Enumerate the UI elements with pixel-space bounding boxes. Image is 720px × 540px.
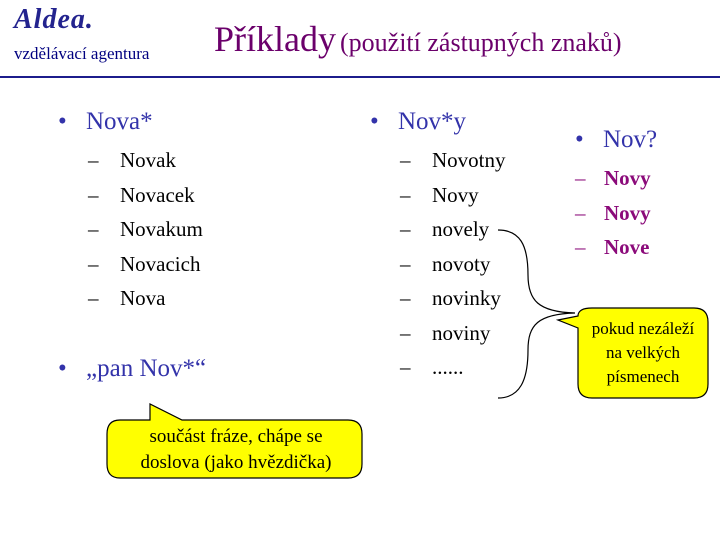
list-item: – Nove: [575, 235, 650, 259]
list-item: – Novy: [575, 200, 651, 225]
agency-subtitle: vzdělávací agentura: [14, 44, 150, 63]
list-item: – Nova: [88, 286, 166, 310]
bullet-nov-question: [575, 126, 657, 154]
slide-title: [214, 18, 622, 60]
bullet-pan-nov: [58, 355, 206, 383]
list-item: – Novacich: [88, 251, 201, 276]
list-item: – Novy: [400, 182, 479, 207]
list-item: – ......: [400, 355, 464, 379]
list-item: – Novak: [88, 148, 176, 172]
bullet-icon: •: [575, 126, 584, 153]
callout-case-text: pokud nezáleží na velkých písmenech: [591, 319, 695, 386]
bullet-icon: •: [370, 108, 379, 135]
list-item: – noviny: [400, 320, 491, 345]
bullet-icon: •: [58, 355, 67, 382]
bullet-heading: Nova*: [86, 108, 153, 135]
list-item: – novinky: [400, 286, 501, 310]
list-item: – novoty: [400, 251, 491, 276]
callout-phrase-text: součást fráze, chápe se doslova (jako hvězdička): [140, 426, 332, 473]
list-item: – Novakum: [88, 217, 203, 241]
bullet-heading: „pan Nov*“: [86, 355, 207, 382]
list-nova-star: [88, 143, 203, 316]
title-main: Příklady: [214, 19, 336, 59]
list-item: – Novy: [575, 166, 651, 190]
bullet-nov-star-y: [370, 108, 466, 136]
list-item: – novely: [400, 217, 490, 241]
list-item: – Novotny: [400, 148, 506, 172]
aldea-logo: Aldea.: [14, 4, 94, 35]
bullet-nova-star: [58, 108, 153, 136]
bullet-heading: Nov*y: [398, 108, 467, 135]
header-divider: [0, 76, 720, 78]
title-sub: (použití zástupných znaků): [340, 28, 622, 57]
bullet-icon: •: [58, 108, 67, 135]
list-item: – Novacek: [88, 182, 195, 207]
bullet-heading: Nov?: [603, 126, 658, 153]
